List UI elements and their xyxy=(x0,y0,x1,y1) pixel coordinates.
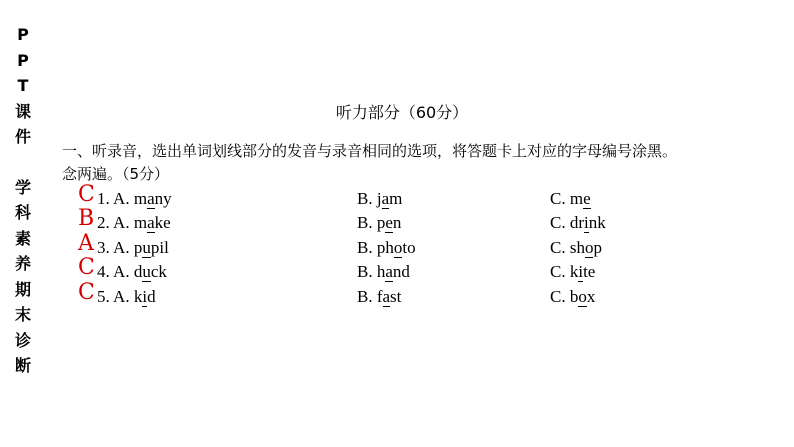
underlined-letter: e xyxy=(385,213,393,232)
underlined-letter: a xyxy=(381,189,390,208)
underlined-letter: u xyxy=(142,238,151,257)
sidebar-char: 期 xyxy=(14,279,31,299)
question-row-3 xyxy=(0,231,794,261)
option-a: 2. A. make xyxy=(97,213,171,232)
underlined-letter: o xyxy=(393,238,403,257)
instruction-line-1: 一、听录音，选出单词划线部分的发音与录音相同的选项，将答题卡上对应的字母编号涂黑。 xyxy=(62,142,678,160)
underlined-letter: u xyxy=(142,262,151,281)
sidebar-char: P xyxy=(17,50,29,70)
option-b: B. jam xyxy=(357,189,403,208)
answer-mark: C xyxy=(78,280,95,305)
answer-mark: C xyxy=(78,255,95,280)
sidebar-char: P xyxy=(17,25,29,44)
sidebar-char: 诊 xyxy=(14,330,31,350)
sidebar-char: 课 xyxy=(14,101,31,121)
option-b: B. pen xyxy=(357,213,402,232)
answer-mark: A xyxy=(78,231,94,256)
underlined-letter: o xyxy=(584,238,594,257)
underlined-letter: i xyxy=(142,287,148,306)
sidebar-char: 素 xyxy=(14,228,31,248)
underlined-letter: a xyxy=(147,189,155,208)
underlined-letter: i xyxy=(584,213,589,232)
section-title-text: 听力部分（60分） xyxy=(335,103,469,122)
underlined-letter: a xyxy=(385,262,393,281)
underlined-letter: a xyxy=(147,213,155,232)
option-b: B. fast xyxy=(357,287,402,306)
option-b: B. photo xyxy=(357,238,416,257)
option-c: C. shop xyxy=(550,238,602,257)
option-a: 1. A. many xyxy=(97,189,172,208)
sidebar-char: 末 xyxy=(14,305,31,324)
option-c: C. kite xyxy=(550,262,596,281)
question-row-1 xyxy=(0,182,794,212)
option-b: B. hand xyxy=(357,262,410,281)
underlined-letter: a xyxy=(382,287,391,306)
option-a: 4. A. duck xyxy=(97,262,167,281)
instruction-line-2: 念两遍。（5分） xyxy=(62,165,170,183)
question-row-2 xyxy=(0,206,794,236)
sidebar-char: T xyxy=(17,76,29,95)
sidebar-char: 养 xyxy=(14,254,31,273)
option-c: C. box xyxy=(550,287,596,306)
sidebar-char: 学 xyxy=(14,177,31,197)
option-a: 3. A. pupil xyxy=(97,238,169,257)
instruction xyxy=(62,140,782,186)
sidebar-char: 断 xyxy=(14,356,31,375)
answer-mark: B xyxy=(78,206,95,231)
underlined-letter: o xyxy=(578,287,587,306)
option-c: C. drink xyxy=(550,213,606,232)
sidebar-char: 科 xyxy=(14,203,31,222)
question-row-5 xyxy=(0,280,794,310)
sidebar-char: 件 xyxy=(14,127,31,146)
option-a: 5. A. kid xyxy=(97,287,156,306)
option-c: C. me xyxy=(550,189,591,208)
underlined-letter: i xyxy=(578,262,584,281)
underlined-letter: e xyxy=(583,189,591,208)
question-row-4 xyxy=(0,255,794,285)
section-title xyxy=(0,100,794,123)
sidebar-gap xyxy=(10,150,36,175)
answer-mark: C xyxy=(78,182,95,207)
